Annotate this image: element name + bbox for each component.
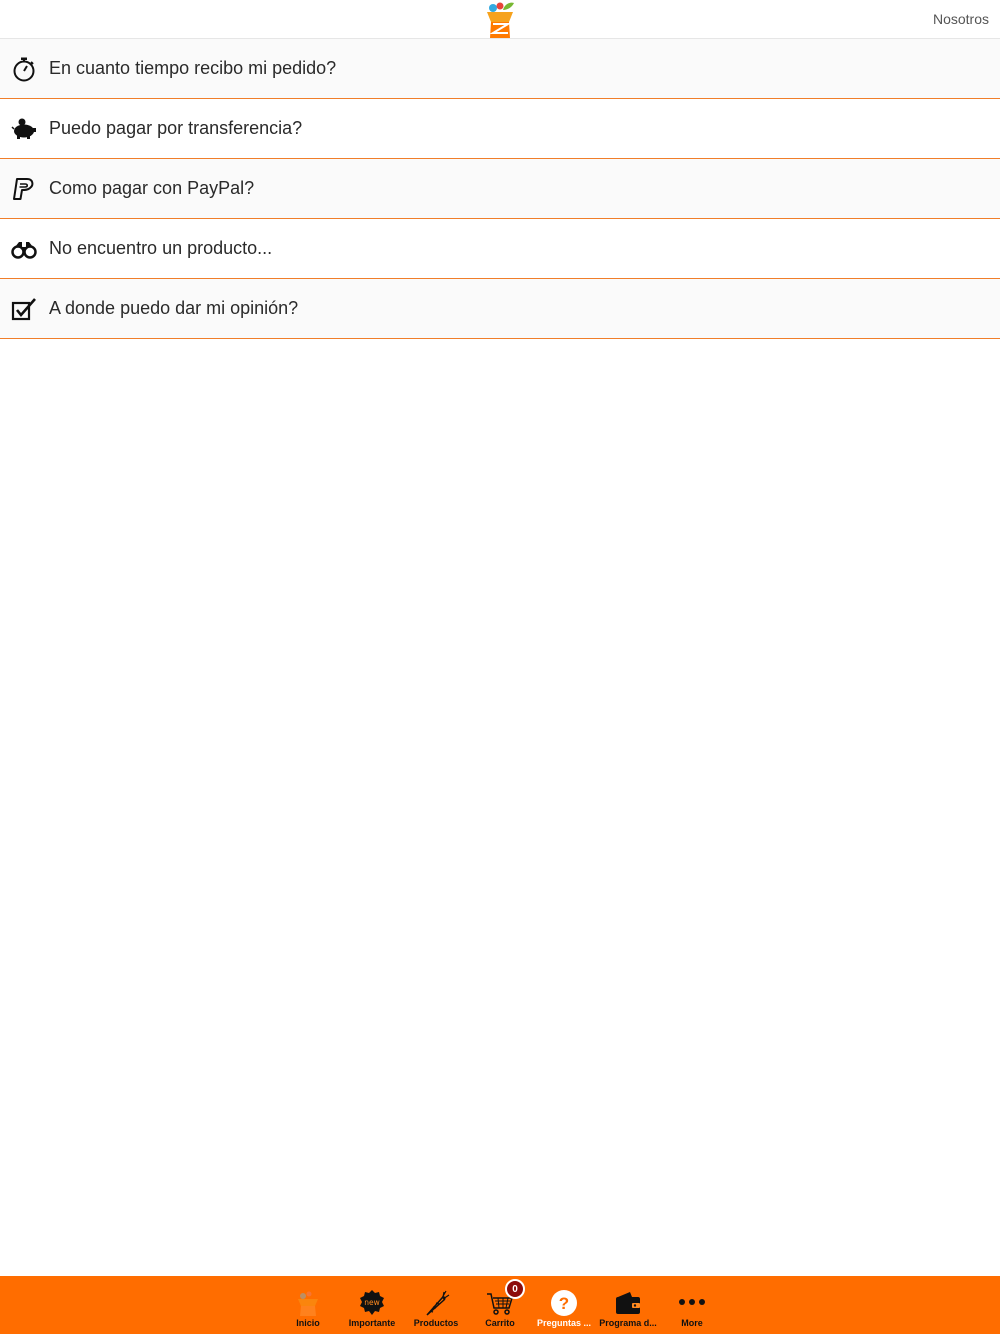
svg-text:new: new <box>364 1298 380 1307</box>
faq-item-feedback[interactable] <box>0 279 1000 339</box>
faq-item-label: A donde puedo dar mi opinión? <box>49 298 299 318</box>
faq-item-paypal[interactable] <box>0 159 1000 219</box>
faq-item-label: En cuanto tiempo recibo mi pedido? <box>49 58 337 78</box>
tab-label: Importante <box>348 1318 396 1328</box>
cart-icon <box>485 1283 518 1318</box>
binoculars-icon <box>11 236 37 262</box>
faq-list <box>0 39 1000 339</box>
fruit-basket-logo[interactable] <box>481 0 519 39</box>
tab-label: Inicio <box>296 1318 320 1328</box>
home-basket-icon <box>293 1288 323 1318</box>
tab-bar <box>0 1276 1000 1334</box>
stopwatch-icon <box>11 56 37 82</box>
faq-item-label: Como pagar con PayPal? <box>49 178 255 198</box>
tab-label: Carrito <box>485 1318 515 1328</box>
tab-label: Preguntas ... <box>536 1318 591 1328</box>
faq-item-bank-transfer[interactable] <box>0 99 1000 159</box>
tab-label: Programa d... <box>599 1318 657 1328</box>
piggy-bank-icon <box>11 116 37 142</box>
cart-count-badge: 0 <box>505 1279 525 1299</box>
svg-text:?: ? <box>558 1294 570 1313</box>
tab-label: Productos <box>413 1318 459 1328</box>
question-icon <box>549 1288 579 1318</box>
more-icon <box>677 1288 707 1318</box>
tab-more[interactable] <box>660 1276 724 1334</box>
carrot-icon <box>421 1288 451 1318</box>
faq-item-label: Puedo pagar por transferencia? <box>49 118 303 138</box>
faq-item-label: No encuentro un producto... <box>49 238 273 258</box>
paypal-icon <box>11 176 37 202</box>
tab-label: More <box>681 1318 703 1328</box>
faq-item-product-search[interactable] <box>0 219 1000 279</box>
checkbox-icon <box>11 296 37 322</box>
top-bar <box>0 0 1000 39</box>
wallet-icon <box>613 1288 643 1318</box>
nosotros-link[interactable]: Nosotros <box>932 11 989 27</box>
new-badge-icon <box>357 1288 387 1318</box>
faq-item-delivery-time[interactable] <box>0 39 1000 99</box>
